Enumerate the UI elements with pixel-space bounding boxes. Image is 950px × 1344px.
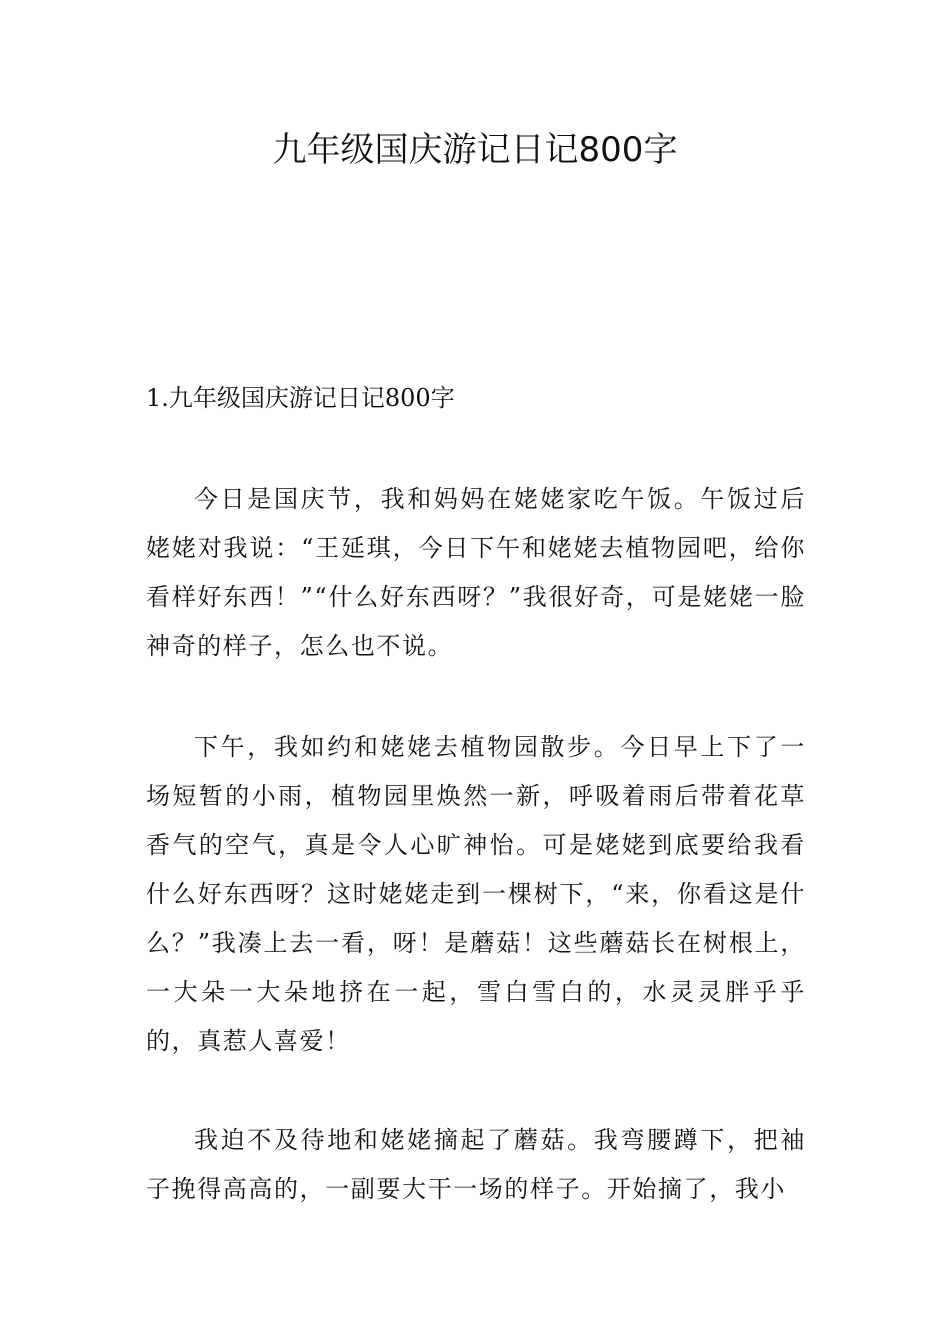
section-heading: 1.九年级国庆游记日记800字 bbox=[146, 384, 455, 412]
document-title: 九年级国庆游记日记800字 bbox=[272, 130, 678, 170]
paragraph-2: 下午，我如约和姥姥去植物园散步。今日早上下了一场短暂的小雨，植物园里焕然一新，呼吸着雨后带着花草香气的空气，真是令人心旷神怡。可是姥姥到底要给我看什么好东西呀？这时姥姥走到一棵树下，“来，你看这是什么？”我凑上去一看，呀！是蘑菇！这些蘑菇长在树根上，一大朵一大朵地挤在一起，雪白雪白的，水灵灵胖乎乎的，真惹人喜爱！ bbox=[146, 733, 806, 1055]
paragraph-3: 我迫不及待地和姥姥摘起了蘑菇。我弯腰蹲下，把袖子挽得高高的，一副要大干一场的样子。开始摘了，我小 bbox=[146, 1126, 806, 1203]
paragraph-1: 今日是国庆节，我和妈妈在姥姥家吃午饭。午饭过后姥姥对我说：“王延琪，今日下午和姥姥去植物园吧，给你看样好东西！”“什么好东西呀？”我很好奇，可是姥姥一脸神奇的样子，怎么也不说。 bbox=[146, 485, 806, 660]
